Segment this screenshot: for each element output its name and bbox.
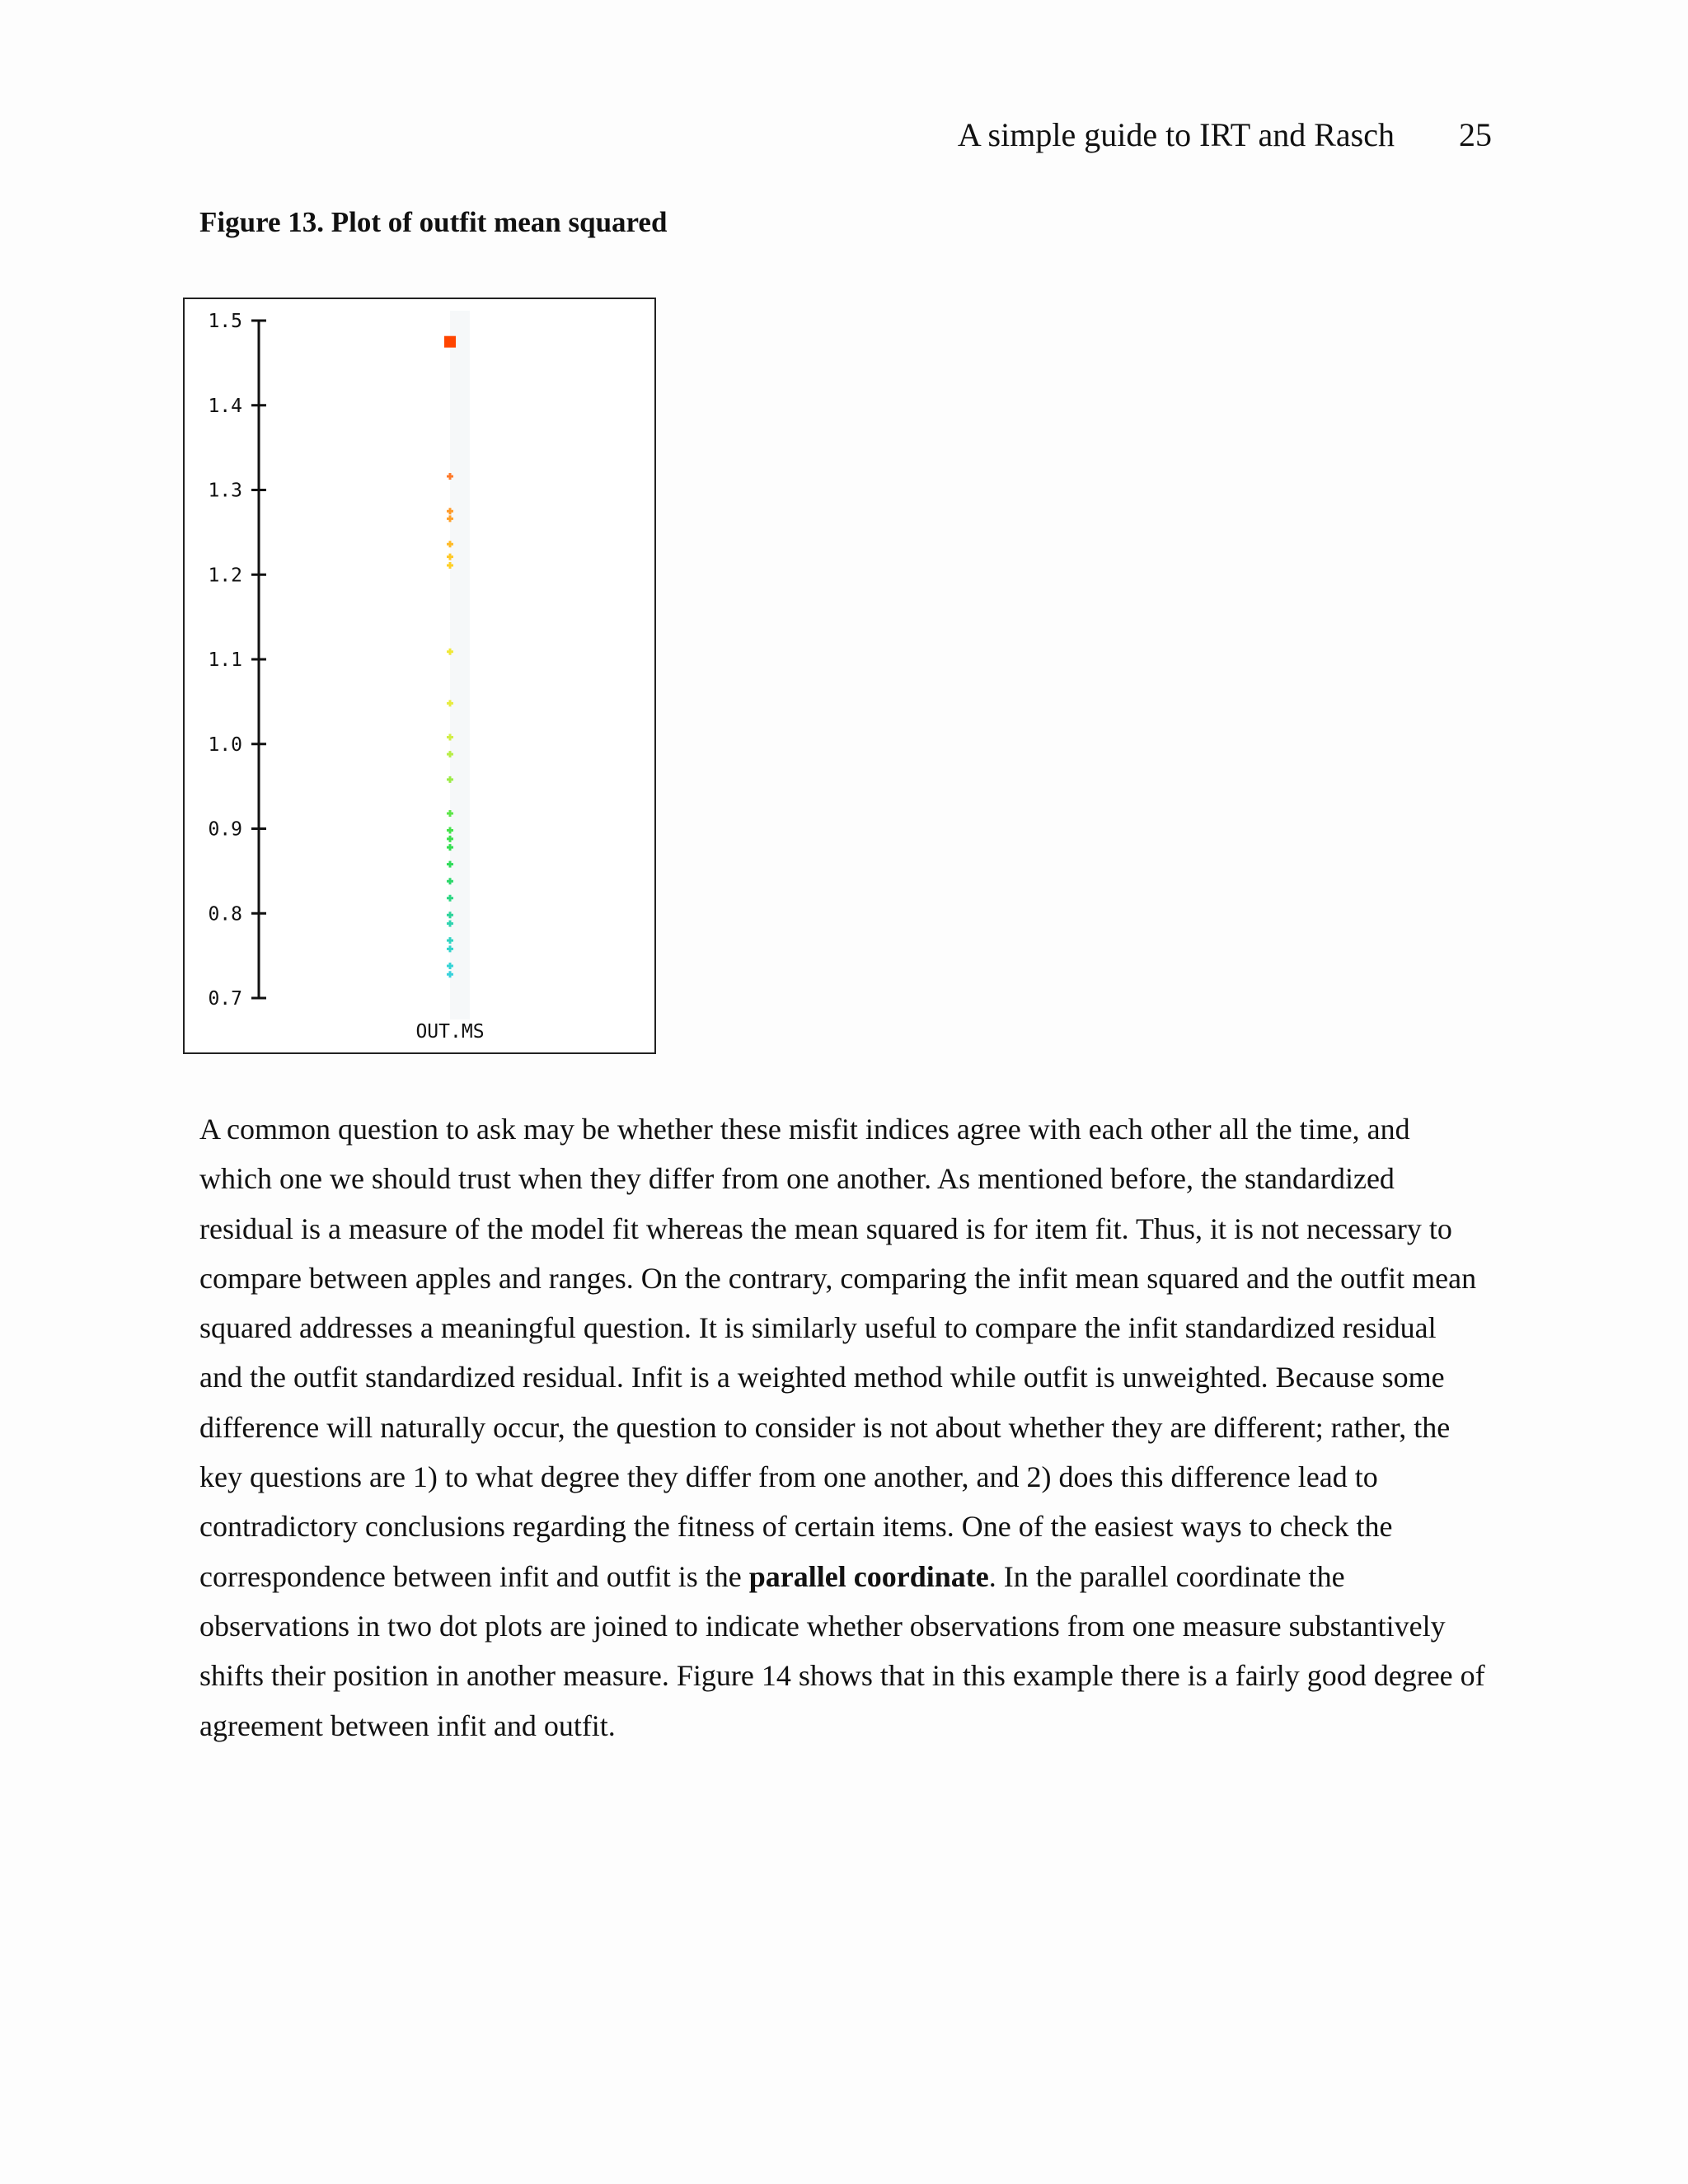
y-tick-label: 0.8	[208, 903, 242, 926]
data-point-highlighted	[444, 336, 456, 348]
paragraph-line: shifts their position in another measure. Figure 14 shows that in this example there is a fairly good degree of	[199, 1659, 1485, 1693]
x-axis-label: OUT.MS	[415, 1021, 485, 1043]
y-tick-label: 1.2	[208, 565, 242, 587]
running-title: A simple guide to IRT and Rasch	[957, 116, 1395, 153]
paragraph-line: contradictory conclusions regarding the fitness of certain items. One of the easiest ways to check the	[199, 1510, 1393, 1544]
y-axis-ticks	[208, 311, 266, 1010]
y-tick-label: 0.9	[208, 818, 242, 841]
running-head	[958, 115, 1492, 154]
paragraph-line: squared addresses a meaningful question. It is similarly useful to compare the infit standardized residual	[199, 1311, 1437, 1345]
outfit-dot-plot	[183, 298, 656, 1054]
paragraph-text: . In the parallel coordinate the	[988, 1559, 1345, 1593]
paragraph-line: and the outfit standardized residual. Infit is a weighted method while outfit is unweighted. Because some	[199, 1361, 1445, 1394]
paragraph-text: correspondence between infit and outfit is the	[199, 1559, 749, 1593]
chart-svg	[185, 299, 654, 1052]
plot-column-band	[450, 311, 470, 1019]
y-tick-label: 0.7	[208, 988, 242, 1010]
body-paragraph	[199, 1104, 1502, 1750]
y-tick-label: 1.5	[208, 311, 242, 332]
y-tick-label: 1.3	[208, 480, 242, 502]
paragraph-line: compare between apples and ranges. On the contrary, comparing the infit mean squared and the outfit mean	[199, 1261, 1477, 1295]
y-tick-label: 1.0	[208, 733, 242, 756]
y-tick-label: 1.1	[208, 649, 242, 671]
paragraph-line: key questions are 1) to what degree they differ from one another, and 2) does this difference lead to	[199, 1460, 1378, 1494]
paragraph-line: agreement between infit and outfit.	[199, 1708, 616, 1742]
y-tick-label: 1.4	[208, 395, 242, 417]
paragraph-line: residual is a measure of the model fit whereas the mean squared is for item fit. Thus, it is not necessary to	[199, 1212, 1452, 1245]
bold-term: parallel coordinate	[748, 1559, 989, 1593]
paragraph-line	[199, 1552, 1502, 1601]
paragraph-line: which one we should trust when they differ from one another. As mentioned before, the standardized	[199, 1162, 1395, 1196]
paragraph-line: observations in two dot plots are joined to indicate whether observations from one measure substantively	[199, 1609, 1446, 1643]
figure-caption: Figure 13. Plot of outfit mean squared	[199, 206, 668, 238]
page-number: 25	[1459, 116, 1492, 153]
paragraph-line: A common question to ask may be whether these misfit indices agree with each other all the time, and	[199, 1113, 1410, 1146]
paragraph-line: difference will naturally occur, the question to consider is not about whether they are different; rather, the	[199, 1410, 1451, 1444]
